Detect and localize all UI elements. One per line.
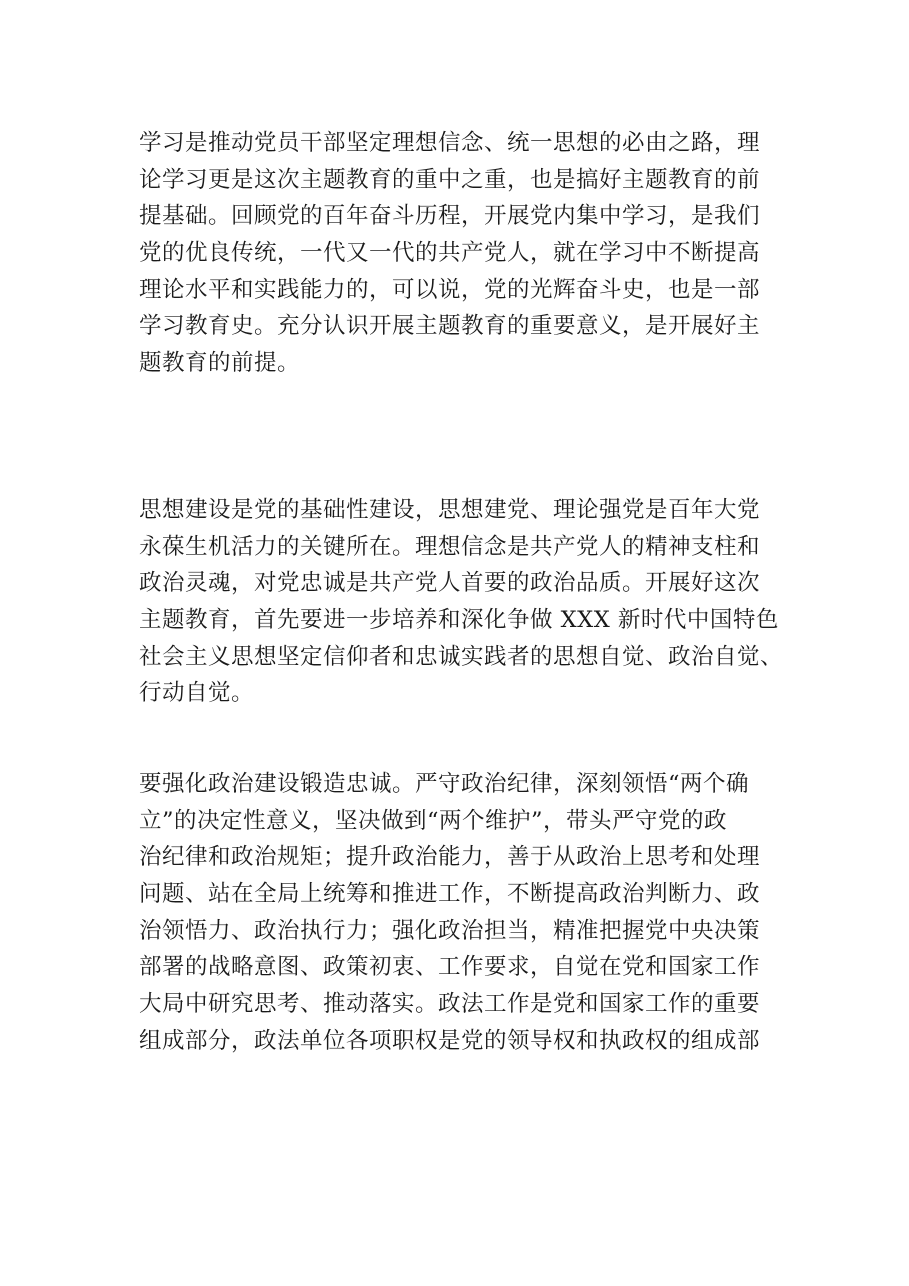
text-line: 治领悟力、政治执行力；强化政治担当，精准把握党中央决策 bbox=[139, 917, 761, 944]
text-line: 思想建设是党的基础性建设，思想建党、理论强党是百年大党 bbox=[139, 497, 761, 523]
text-line: 问题、站在全局上统筹和推进工作，不断提高政治判断力、政 bbox=[139, 881, 761, 908]
text-line: 提基础。回顾党的百年奋斗历程，开展党内集中学习，是我们 bbox=[139, 203, 761, 230]
text-line: 要强化政治建设锻造忠诚。严守政治纪律，深刻领悟“两个确 bbox=[139, 771, 750, 797]
paragraph-theory-study bbox=[139, 125, 779, 382]
text-line: 行动自觉。 bbox=[139, 680, 255, 707]
text-line: 立”的决定性意义，坚决做到“两个维护”，带头严守党的政 bbox=[139, 807, 728, 834]
text-line: 理论水平和实践能力的，可以说，党的光辉奋斗史，也是一部 bbox=[139, 276, 761, 303]
paragraph-ideological-building bbox=[139, 492, 784, 712]
text-line: 学习是推动党员干部坚定理想信念、统一思想的必由之路，理 bbox=[139, 130, 761, 156]
text-line: 大局中研究思考、推动落实。政法工作是党和国家工作的重要 bbox=[139, 991, 761, 1018]
text-line: 部署的战略意图、政策初衷、工作要求，自觉在党和国家工作 bbox=[139, 954, 761, 981]
text-line: 社会主义思想坚定信仰者和忠诚实践者的思想自觉、政治自觉、 bbox=[139, 643, 784, 670]
text-line: 永葆生机活力的关键所在。理想信念是共产党人的精神支柱和 bbox=[139, 533, 761, 560]
text-line: 党的优良传统，一代又一代的共产党人，就在学习中不断提高 bbox=[139, 240, 761, 267]
text-line: 题教育的前提。 bbox=[139, 350, 301, 377]
text-line: 组成部分，政法单位各项职权是党的领导权和执政权的组成部 bbox=[139, 1027, 761, 1054]
text-line: 论学习更是这次主题教育的重中之重，也是搞好主题教育的前 bbox=[139, 166, 761, 193]
text-line: 政治灵魂，对党忠诚是共产党人首要的政治品质。开展好这次 bbox=[139, 570, 761, 597]
text-line: 主题教育，首先要进一步培养和深化争做 XXX 新时代中国特色 bbox=[139, 607, 779, 634]
text-line: 治纪律和政治规矩；提升政治能力，善于从政治上思考和处理 bbox=[139, 844, 761, 871]
text-line: 学习教育史。充分认识开展主题教育的重要意义，是开展好主 bbox=[139, 313, 761, 340]
paragraph-political-building bbox=[139, 766, 779, 1060]
